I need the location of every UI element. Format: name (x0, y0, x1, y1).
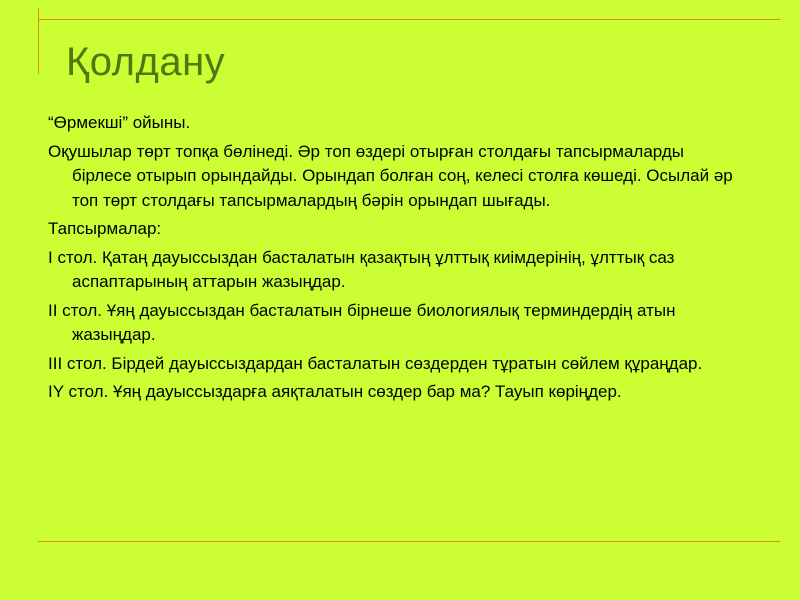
game-name: “Өрмекші” ойыны. (48, 113, 191, 132)
left-divider-line (38, 8, 39, 74)
task-table-1: I стол. Қатаң дауыссыздан басталатын қазақтың ұлттық киімдерінің, ұлттық саз аспаптарының аттарын жазыңдар. (48, 247, 675, 291)
slide-title: Қолдану (66, 40, 226, 84)
tasks-heading: Тапсырмалар: (48, 219, 162, 238)
task-table-4: IY стол. Ұяң дауыссыздарға аяқталатын сөздер бар ма? Тауып көріңдер. (48, 382, 622, 401)
task-table-2: II стол. Ұяң дауыссыздан басталатын бірнеше биологиялық терминдердің атын жазыңдар. (48, 300, 676, 344)
slide-body (48, 111, 748, 409)
task-table-3: III стол. Бірдей дауыссыздардан басталатын сөздерден тұратын сөйлем құраңдар. (48, 353, 703, 373)
game-description: Оқушылар төрт топқа бөлінеді. Әр топ өздері отырған столдағы тапсырмаларды бірлесе отырып орындайды. Орындап болған соң, келесі столға көшеді. Осылай әр топ төрт столдағы тапсырмалардың бәрін орындап шығады. (48, 141, 733, 210)
bottom-divider-line (38, 541, 780, 542)
top-divider-line (38, 19, 780, 20)
